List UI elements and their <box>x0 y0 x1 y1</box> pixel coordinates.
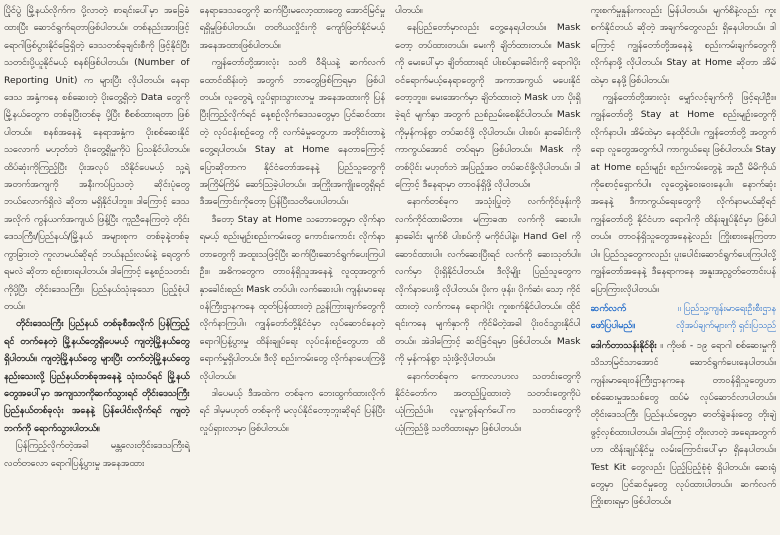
paragraph: နောက်တစ်ခုက အသုံးပြုတဲ့ လက်ကိုင်ဖုန်းကို လက်ကိုင်ထားမိတာ။ မကြာခဏ လက်ကို ဆေးပါ။ နှာခေါင်း မျက်စိ ပါးစပ်ကို မကိုင်ပါနဲ့။ Hand Gel ကိုဆောင်ထားပါ။ လက်ဆေးပြီးရင် လက်ကို ဆေးသုတ်ပါ။ လက်မှာ ပိုးရှိနိုင်ပါတယ်။ ဒီလိုမျိုး ပြည်သူတွေက လိုက်နာပေးဖို့ လိုပါတယ်။ ပိုးက ဖုန်း၊ ပိုက်ဆံ၊ သော့ ကိုင်ထားတဲ့ လက်ကနေ ရောဂါပိုး ကူးစက်နိုင်ပါတယ်။ ထိုင်ရင်းကနေ မျက်နှာကို ကိုင်မိတဲ့အခါ ပိုးဝင်သွားနိုင်ပါတယ်။ အဲဒါကြောင့် ဆင်ခြင်ရမှာ ဖြစ်ပါတယ်။ Mask ကို မှန်ကန်စွာ သုံးဖို့လိုပါတယ်။ <box>395 196 581 365</box>
text-column-4 <box>591 2 777 535</box>
paragraph: ကူးစက်မှုနှုန်းကလည်း မြန်ပါတယ်။ မျက်စိနဲ့လည်း ကူးစက်နိုင်တယ် ဆိုတဲ့ အချက်တွေလည်း ရှိနေပါတယ်။ ဒါကြောင့် ကျွန်တော်တို့အနေနဲ့ စည်းကမ်းချက်တွေကို လိုက်နာဖို့ လိုပါတယ်။ Stay at Home ဆိုတာ အိမ်ထဲမှာ နေဖို့ ဖြစ်ပါတယ်။ <box>590 5 776 86</box>
photo-caption: ။ ပြည်သူ့ကျန်းမာရေးဦးစီးဌာန လိုအပ်ချက်များကို ရှင်းပြသည် <box>676 302 776 332</box>
paragraph: ကျွန်တော်တို့အားလုံး သတိ ဝီရိယနဲ့ ဆက်လက်ထောင်ထိန်းတဲ့ အတွက် ဘာတွေဖြစ်ကြရမှာ ဖြစ်ပါတယ်။ လူတွေရဲ့ လှုပ်ရှားသွားလာမှု အနေအထားကို ပြန်ပြီးကြည့်လိုက်ရင် နေ့စဉ်လိုက်ဒေသတွေမှာ ပြင်ဆင်ထားတဲ့ လုပ်ငန်းစဉ်တွေ ကို လက်ခံမှုတွေဟာ အတိုင်းတာနဲ့ တွေ့ရပါတယ်။ Stay at Home နေတာကြောင့် ပြောဆိုတာက နိုင်ငံတော်အနေနဲ့ ပြည်သူတွေကို အကြိမ်ကြိမ် ဆော်ဩခဲ့ပါတယ်။ အကြိုးအကျိုးတွေရှိရင် ဒီအကြောင်းကိုတော့ ပြန်ပြီးသတိပေးပါတယ်။ <box>199 57 385 208</box>
paragraph: ပြိုင်ပွဲ မြို့နယ်လိုက်က ပို့လာတဲ့ စာရင်းပေါ်မှာ အခြေခံထားပြီး ဆောင်ရွက်ရတာဖြစ်ပါတယ်။ တစ်နည်းအားဖြင့် ရောဂါဖြစ်ပွားနိုင်ခြေရှိတဲ့ ဒေသတစ်ခုချင်းစီကို ဖြင့်နိုင်ပြီး သတင်းပို့ယူနိုင်မယ့် စနစ်ဖြစ်ပါတယ်။ (Number of Reporting Unit) က များပြီး လိုပါတယ်။ နေရာဒေသ အနှံ့ကနေ စစ်ဆေးတဲ့ ပိုးတွေ့ရှိတဲ့ Data တွေကို မြို့နယ်တွေက တစ်ခုပြီးတစ်ခု ပို့ပြီး စီစစ်ထားရတာ ဖြစ်ပါတယ်။ စနစ်အနေနဲ့ နေရာအနှံ့က ပိုးစစ်ဆေးနိုင်သလောက် မဟုတ်ဘဲ ပိုးတွေ့ရှိမှုကိုပဲ ပြသနိုင်ပါတယ်။ ထိပ်ဆုံးကိုကြည့်ပြီး ပိုးအလုပ် သိနိုင်ပေမယ့် သူ့ရဲ့အတက်အကျကို အနီးကပ်ပြသတဲ့ ဆိုင်းပုံတွေ ဘယ်လောက်ရှိလဲ ဆိုတာ မရှိနိုင်ပါဘူး။ ဒါကြောင့် ဒေသအလိုက် ကွန်ယက်အကျယ် ဖြန့်ပြီး ကူညီနေကြတဲ့ တိုင်းဒေသကြီး/ပြည်နယ်/မြို့နယ် အများစုက တစ်ခုနဲ့တစ်ခု ကွာခြားတဲ့ ကူလာမယ်ဆိုရင် ဘယ်နည်းလမ်းနဲ့ ရေတွက်ရမလဲ ဆိုတာ စဉ်းစားရပါတယ်။ ဒါကြောင့် နေ့စဉ်သတင်းကိုပို့ပြီး တိုင်းဒေသကြီး၊ ပြည်နယ်သုံးခုသော ပြည့်စုံပါတယ်။ <box>4 5 190 312</box>
speaker-quote: ။ ကိုဗစ် - ၁၉ ရောဂါ စစ်ဆေးမှုကို သိသာမြင်သာအောင် ဆောင်ရွက်ပေးနေပါတယ်။ ကျန်းမာရေးဝန်ကြီးဌာနကနေ တာဝန်ရှိသူတွေဟာ စစ်ဆေးမှုအသစ်တွေ ထပ်မံ လုပ်ဆောင်လာပါတယ်။ တိုင်းဒေသကြီး ပြည်နယ်တွေမှာ ဓာတ်ခွဲခန်းတွေ တိုးချဲ့ဖွင့်လှစ်ထားပါတယ်။ ဒါကြောင့် တိုးလာတဲ့ အရေအတွက်ဟာ ထိန်းချုပ်နိုင်မှု လမ်းကြောင်းပေါ်မှာ ရှိနေပါတယ်။ Test Kit တွေလည်း ပြည့်ပြည့်စုံစုံ ရှိပါတယ်။ ဆေးရုံတွေမှာ ပြင်ဆင်မှုတွေ လုပ်ထားပါတယ်။ ဆက်လက်ကြိုးစားရမှာ ဖြစ်ပါတယ်။ <box>590 339 776 508</box>
caption-row <box>591 300 777 335</box>
paragraph: နေရာဒေသတွေကို ဆက်ပြီးမလော့ထားတွေ အောင်မြင်မှု ရရှိမှုဖြစ်ပါတယ်။ တတိယလှိုင်းကို ကျော်ဖြတ်နိုင်မယ့် အနေအထားဖြစ်ပါတယ်။ <box>199 5 385 51</box>
paragraph: နေပြည်တော်မှာလည်း တွေ့နေရပါတယ်။ Mask တော့ တပ်ထားတယ်။ မေးကို ချိတ်ထားတယ်။ Mask ကို မေးပေါ်မှာ ချိတ်ထားရင် ပါးစပ်နှာခေါင်းကို ရောဂါပိုးဝင်ရောက်မယ့်နေရာတွေကို အကာအကွယ် မပေးနိုင်တော့ဘူး။ မေးအောက်မှာ ချိတ်ထားတဲ့ Mask ဟာ ပိုးရှိခဲ့ရင် မျက်နှာ အတွက် ညစ်ညမ်းစေနိုင်ပါတယ်။ Mask ကိုမှန်ကန်စွာ တပ်ဆင်ဖို့ လိုပါတယ်။ ပါးစပ်၊ နှာခေါင်းကို ကာကွယ်အောင် တပ်ရမှာ ဖြစ်ပါတယ်။ Mask ကို တစ်ပိုင်း မဟုတ်ဘဲ အပြည့်အဝ တပ်ဆင်ဖို့လိုပါတယ်။ ဒါကြောင့် ဒီနေရာမှာ တာဝန်ရှိဖို့ လိုပါတယ်။ <box>395 22 581 191</box>
text-column-1 <box>4 2 190 535</box>
paragraph: ကျွန်တော်တို့အားလုံး မျှော်လင့်ချက်ကို ဖြင့်ရပါဦး။ ကျွန်တော်တို့ Stay at Home စည်းမျဉ်းတွေကို လိုက်နာပါ။ အိမ်ထဲမှာ နေထိုင်ပါ။ ကျွန်တော်တို့ အတွက်ရော လူတွေအတွက်ပါ ကာကွယ်ရေး ဖြစ်ပါတယ်။ Stay at Home စည်းမျဉ်း စည်းကမ်းတွေနဲ့ အညီ မိမိကိုယ်ကိုစောင့်ရှောက်ပါ။ လူတွေနဲ့ဝေးဝေးနေပါ။ နောက်ဆုံးအနေနဲ့ ဒီကာကွယ်ရေးတွေကို လိုက်နာမယ်ဆိုရင် ကျွန်တော်တို့ နိုင်ငံဟာ ရောဂါကို ထိန်းချုပ်နိုင်မှာ ဖြစ်ပါတယ်။ တာဝန်ရှိသူတွေအနေနဲ့လည်း ကြိုးစားနေကြတာပါ။ ပြည်သူတွေကလည်း ပူးပေါင်းဆောင်ရွက်ပေးကြပါလို့ ကျွန်တော်အနေနဲ့ ဒီနေရာကနေ အနူးအညွတ်တောင်းပန်ပြောကြားလိုပါတယ်။ <box>590 92 776 295</box>
paragraph: ပါတယ်။ <box>395 5 423 16</box>
paragraph: ဒီတော့ Stay at Home သဘောတွေမှာ လိုက်နာရမယ့် စည်းမျဉ်းစည်းကမ်းတွေ ကောင်းကောင်း လိုက်နာတာတွေကို အထူးသဖြင့်ပြီး ဆက်ပြီးဆောင်ရွက်ပေးကြပါဦး။ အဓိကတွေက တာဝန်ရှိသူအနေနဲ့ လူထုအတွက် နှာခေါင်းစည်း Mask တပ်ပါ။ လက်ဆေးပါ။ ကျန်းမာရေးဝန်ကြီးဌာနကနေ ထုတ်ပြန်ထားတဲ့ ညွှန်ကြားချက်တွေကို လိုက်နာကြပါ။ ကျွန်တော်တို့နိုင်ငံမှာ လုပ်ဆောင်နေတဲ့ ရောဂါပြန့်ပွားမှု ထိန်းချုပ်ရေး လုပ်ငန်းစဉ်တွေဟာ ထိရောက်မှုရှိပါတယ်။ ဒီလို စည်းကမ်းတွေ လိုက်နာပေးကြဖို့ လိုပါတယ်။ <box>199 213 385 382</box>
text-column-3 <box>395 2 581 535</box>
continued-note: ဆက်လက်ဖော်ပြပါမည်။ <box>590 302 636 332</box>
paragraph: ဒါပေမယ့် ဒီအထဲက တစ်ခုက ဘေးထွက်ထားလိုက်ရင် ဒါမှမဟုတ် တစ်ခုကို မလုပ်နိုင်တော့ဘူးဆိုရင် ပြန်ပြီးလှုပ်ရှားလာမှာ ဖြစ်ပါတယ်။ <box>199 387 385 434</box>
speaker-name: ဒေါက်တာသန်းနိုင်စိုး <box>590 339 657 351</box>
paragraph: နောက်တစ်ခုက ကောလာဟလ သတင်းတွေကို နိုင်ငံတော်က အတည်ပြုထားတဲ့ သတင်းတွေကိုပဲ ယုံကြည်ပါ။ လူမှုကွန်ရက်ပေါ်က သတင်းတွေကို ယုံကြည်ဖို့ သတိထားရမှာ ဖြစ်ပါတယ်။ <box>395 370 581 434</box>
paragraph: ပြန်ကြည့်လိုက်တဲ့အခါ မန္တလေးတိုင်းဒေသကြီးရဲ့ လတ်တလော ရောဂါပြန့်ပွားမှု အနေအထား <box>4 440 190 469</box>
source-paragraph <box>591 337 777 511</box>
text-column-2 <box>200 2 386 535</box>
paragraph-bold: တိုင်းဒေသကြီး ပြည်နယ် တစ်ခုစီအလိုက် ပြန်ကြည့်ရင် တက်နေတဲ့ မြို့နယ်တွေရှိပေမယ့် ကျတဲ့မြို့နယ်တွေ ရှိပါတယ်။ ကျတဲ့မြို့နယ်တွေ များပြီး တက်တဲ့မြို့နယ်တွေ နည်းသေးလို့ ပြည်နယ်တစ်ခုအနေနဲ့ သုံးသပ်ရင် မြို့နယ်တွေအပေါ်မှာ အကျသာကိုဆက်သွားရင် တိုင်းဒေသကြီး ပြည်နယ်တစ်ခုလုံး အနေနဲ့ ပြန်ပေါင်းလိုက်ရင် ကျတဲ့ဘက်ကို ရောက်သွားပါတယ်။ <box>4 318 190 434</box>
